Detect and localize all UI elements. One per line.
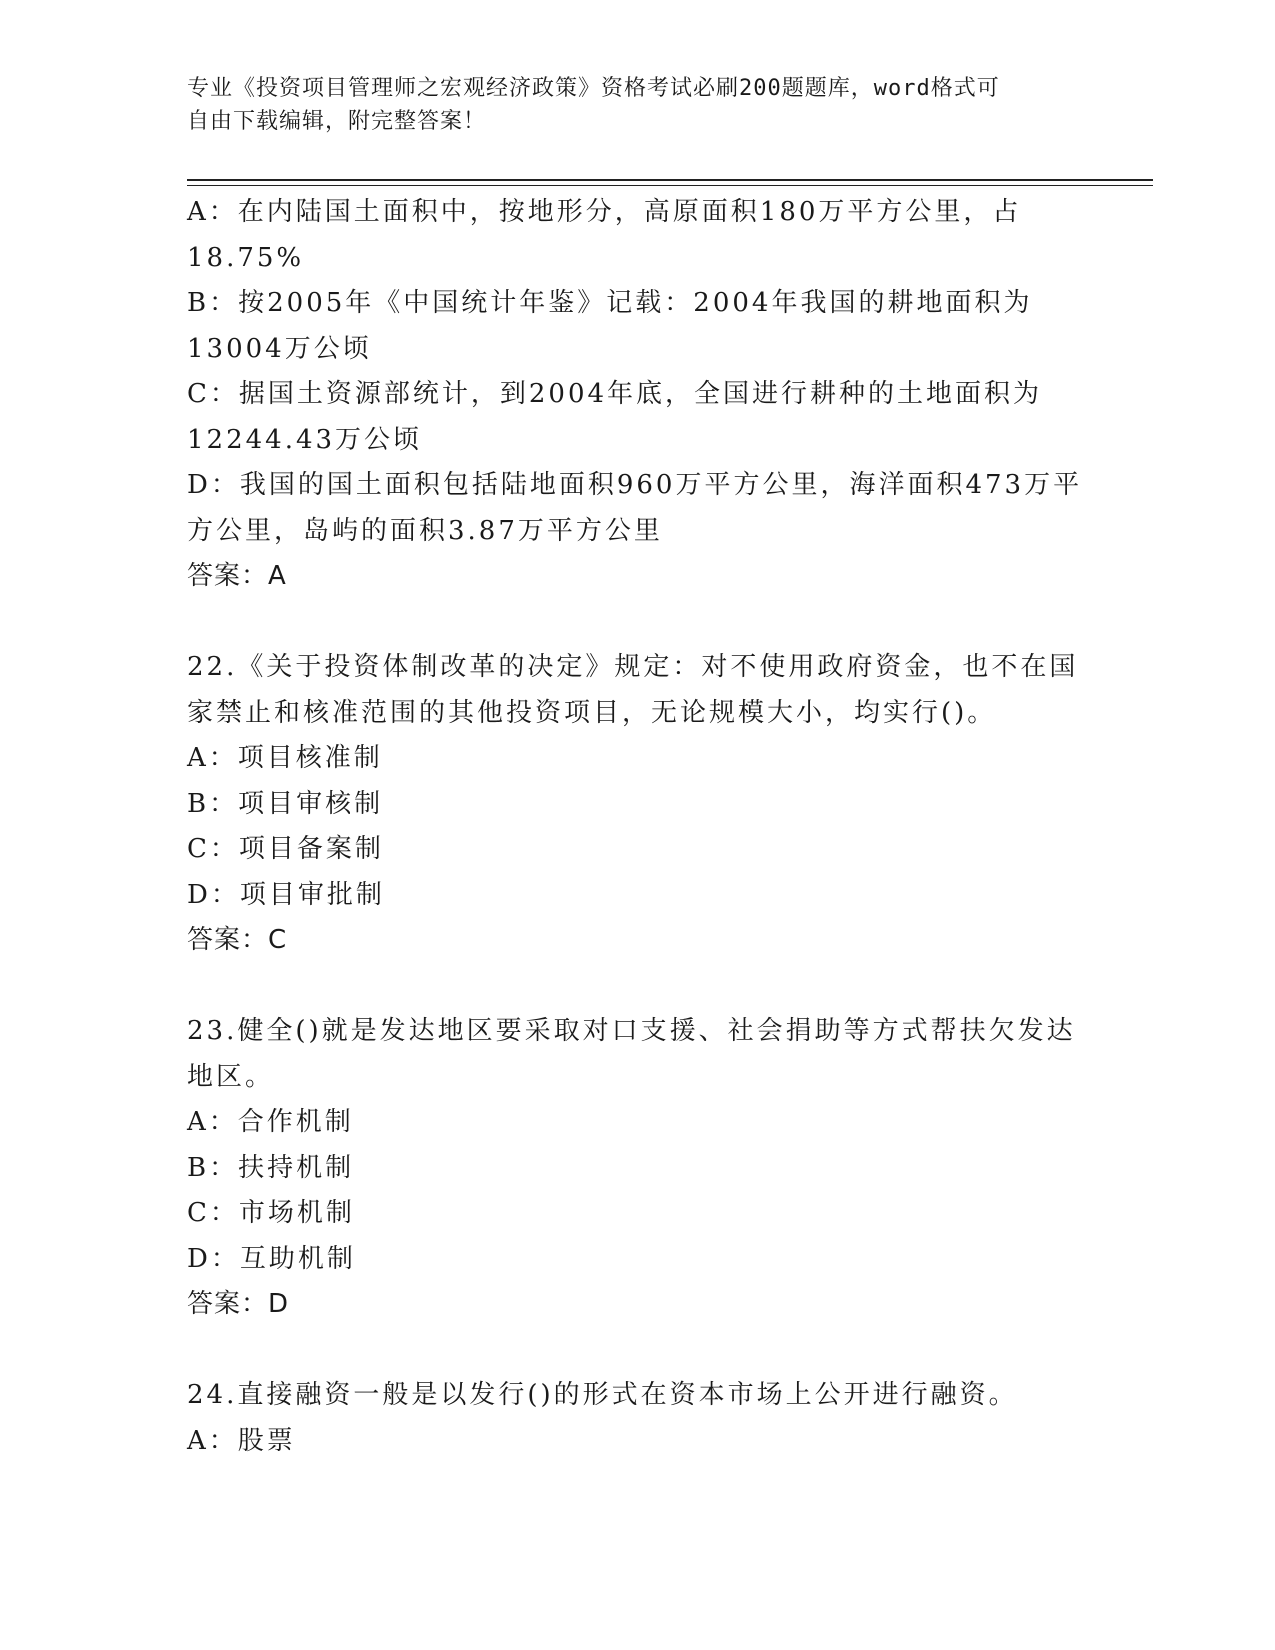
q21-option-c-line1: C：据国土资源部统计，到2004年底，全国进行耕种的土地面积为: [187, 379, 1043, 409]
q24-option-a: A：股票: [187, 1425, 296, 1456]
q23-stem-line2: 地区。: [187, 1061, 275, 1092]
header-divider-thick: [187, 179, 1153, 181]
q21-answer: 答案：A: [187, 561, 287, 591]
q22-stem-line2: 家禁止和核准范围的其他投资项目，无论规模大小，均实行()。: [187, 697, 997, 728]
header-divider-thin: [187, 185, 1153, 186]
spacer: [187, 1328, 1077, 1374]
q22-option-c: C：项目备案制: [187, 834, 384, 864]
header-line-2: 自由下载编辑，附完整答案！: [187, 109, 487, 134]
document-header: [187, 72, 1087, 138]
spacer: [187, 964, 1077, 1010]
q23-stem-line1: 23.健全()就是发达地区要采取对口支援、社会捐助等方式帮扶欠发达: [187, 1016, 1076, 1046]
q21-option-a-line2: 18.75%: [187, 242, 305, 273]
question-21-block: [187, 190, 1083, 600]
q21-option-d-line2: 方公里，岛屿的面积3.87万平方公里: [187, 515, 663, 546]
q23-option-d: D：互助机制: [187, 1243, 356, 1274]
q23-answer: 答案：D: [187, 1289, 290, 1319]
q22-option-b: B：项目审核制: [187, 788, 384, 819]
question-24-block: [187, 1373, 1077, 1464]
question-list: [187, 190, 1083, 1464]
q23-option-a: A：合作机制: [187, 1107, 354, 1137]
spacer: [187, 600, 1077, 646]
q22-option-a: A：项目核准制: [187, 743, 383, 773]
q24-stem-line1: 24.直接融资一般是以发行()的形式在资本市场上公开进行融资。: [187, 1380, 1018, 1410]
q21-option-b-line1: B：按2005年《中国统计年鉴》记载：2004年我国的耕地面积为: [187, 288, 1033, 318]
question-23-block: [187, 1009, 1077, 1328]
q21-option-a-line1: A：在内陆国土面积中，按地形分，高原面积180万平方公里，占: [187, 197, 1022, 227]
q22-option-d: D：项目审批制: [187, 879, 385, 910]
question-22-block: [187, 645, 1077, 964]
q22-answer: 答案：C: [187, 925, 288, 955]
q21-option-d-line1: D：我国的国土面积包括陆地面积960万平方公里，海洋面积473万平: [187, 470, 1083, 500]
header-line-1: 专业《投资项目管理师之宏观经济政策》资格考试必刷200题题库，word格式可: [187, 76, 1000, 101]
q22-stem-line1: 22.《关于投资体制改革的决定》规定：对不使用政府资金，也不在国: [187, 652, 1079, 682]
q23-option-b: B：扶持机制: [187, 1152, 355, 1183]
q21-option-b-line2: 13004万公顷: [187, 333, 372, 364]
q21-option-c-line2: 12244.43万公顷: [187, 424, 423, 455]
q23-option-c: C：市场机制: [187, 1198, 355, 1228]
